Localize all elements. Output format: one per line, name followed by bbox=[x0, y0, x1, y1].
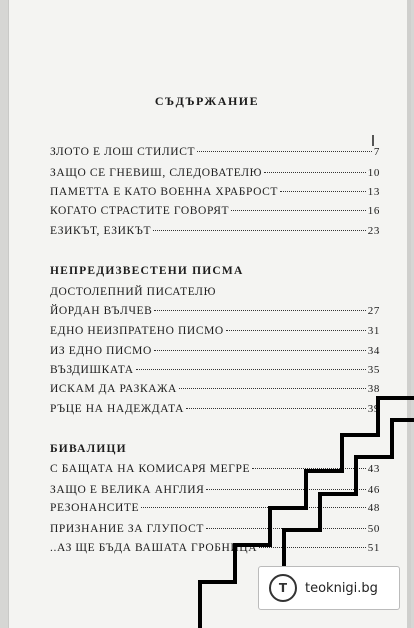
toc-entry-title: ЗЛОТО Е ЛОШ СТИЛИСТ bbox=[50, 146, 196, 158]
dot-leader bbox=[179, 388, 366, 389]
toc-entry-page: 34 bbox=[367, 345, 380, 357]
toc-entry bbox=[50, 305, 380, 321]
dot-leader bbox=[197, 151, 372, 152]
toc-entry bbox=[50, 325, 380, 341]
section-intro-line: ДОСТОЛЕПНИЙ ПИСАТЕЛЮ bbox=[50, 286, 217, 298]
toc-entry-page: 31 bbox=[367, 325, 380, 337]
toc-entry-page: 50 bbox=[367, 523, 380, 535]
toc-entry bbox=[50, 345, 380, 361]
dot-leader bbox=[136, 369, 366, 370]
toc-entry-page: 46 bbox=[367, 484, 380, 496]
toc-entry bbox=[50, 403, 380, 419]
toc-entry-page: 13 bbox=[367, 186, 380, 198]
toc-entry-title: КОГАТО СТРАСТИТЕ ГОВОРЯТ bbox=[50, 205, 230, 217]
pencil-mark bbox=[372, 135, 374, 146]
book-icon: T bbox=[269, 574, 297, 602]
toc-entry-page: 39 bbox=[367, 403, 380, 415]
toc-entry-page: 43 bbox=[367, 463, 380, 475]
section-heading: НЕПРЕДИЗВЕСТЕНИ ПИСМА bbox=[50, 265, 244, 277]
toc-entry-title: ..АЗ ЩЕ БЪДА ВАШАТА ГРОБНИЦА bbox=[50, 542, 258, 554]
toc-entry-page: 51 bbox=[367, 542, 380, 554]
toc-entry-title: ЗАЩО СЕ ГНЕВИШ, СЛЕДОВАТЕЛЮ bbox=[50, 167, 263, 179]
dot-leader bbox=[154, 350, 366, 351]
teoknigi-logo bbox=[258, 566, 400, 610]
dot-leader bbox=[280, 191, 366, 192]
logo-text: teoknigi.bg bbox=[305, 580, 378, 596]
toc-entry-page: 10 bbox=[367, 167, 380, 179]
toc-entry-title: ПАМЕТТА Е КАТО ВОЕННА ХРАБРОСТ bbox=[50, 186, 279, 198]
toc-entry bbox=[50, 186, 380, 202]
dot-leader bbox=[154, 310, 365, 311]
toc-entry-title: ЕДНО НЕИЗПРАТЕНО ПИСМО bbox=[50, 325, 224, 337]
toc-entry-title: ЕЗИКЪТ, ЕЗИКЪТ bbox=[50, 225, 152, 237]
toc-entry-title: РЕЗОНАНСИТЕ bbox=[50, 502, 140, 514]
toc-entry-page: 27 bbox=[367, 305, 380, 317]
toc-entry-page: 35 bbox=[367, 364, 380, 376]
toc-entry-page: 23 bbox=[367, 225, 380, 237]
toc-entry bbox=[50, 364, 380, 380]
toc-entry bbox=[50, 167, 380, 183]
toc-entry bbox=[50, 146, 380, 162]
dot-leader bbox=[252, 468, 366, 469]
toc-entry-title: ЙОРДАН ВЪЛЧЕВ bbox=[50, 305, 153, 317]
toc-entry bbox=[50, 484, 380, 500]
toc-entry-title: ЗАЩО Е ВЕЛИКА АНГЛИЯ bbox=[50, 484, 205, 496]
toc-entry-page: 38 bbox=[367, 383, 380, 395]
toc-entry-page: 16 bbox=[367, 205, 380, 217]
dot-leader bbox=[206, 528, 366, 529]
dot-leader bbox=[231, 210, 366, 211]
dot-leader bbox=[206, 489, 365, 490]
toc-entry-page: 7 bbox=[373, 146, 380, 158]
toc-entry-title: РЪЦЕ НА НАДЕЖДАТА bbox=[50, 403, 185, 415]
dot-leader bbox=[186, 408, 366, 409]
toc-entry-title: ИЗ ЕДНО ПИСМО bbox=[50, 345, 152, 357]
toc-entry bbox=[50, 542, 380, 558]
dot-leader bbox=[141, 507, 366, 508]
toc-entry bbox=[50, 225, 380, 241]
toc-entry-page: 48 bbox=[367, 502, 380, 514]
toc-entry bbox=[50, 205, 380, 221]
toc-entry bbox=[50, 502, 380, 518]
toc-entry-title: ПРИЗНАНИЕ ЗА ГЛУПОСТ bbox=[50, 523, 204, 535]
contents-title: СЪДЪРЖАНИЕ bbox=[154, 94, 260, 108]
section-heading: БИВАЛИЦИ bbox=[50, 443, 127, 455]
toc-entry-title: ИСКАМ ДА РАЗКАЖА bbox=[50, 383, 177, 395]
dot-leader bbox=[259, 547, 366, 548]
toc-entry bbox=[50, 463, 380, 479]
dot-leader bbox=[153, 230, 366, 231]
toc-entry-title: ВЪЗДИШКАТА bbox=[50, 364, 134, 376]
dot-leader bbox=[264, 172, 366, 173]
toc-entry bbox=[50, 523, 380, 539]
toc-entry-title: С БАЩАТА НА КОМИСАРЯ МЕГРЕ bbox=[50, 463, 251, 475]
dot-leader bbox=[226, 330, 366, 331]
toc-entry bbox=[50, 383, 380, 399]
